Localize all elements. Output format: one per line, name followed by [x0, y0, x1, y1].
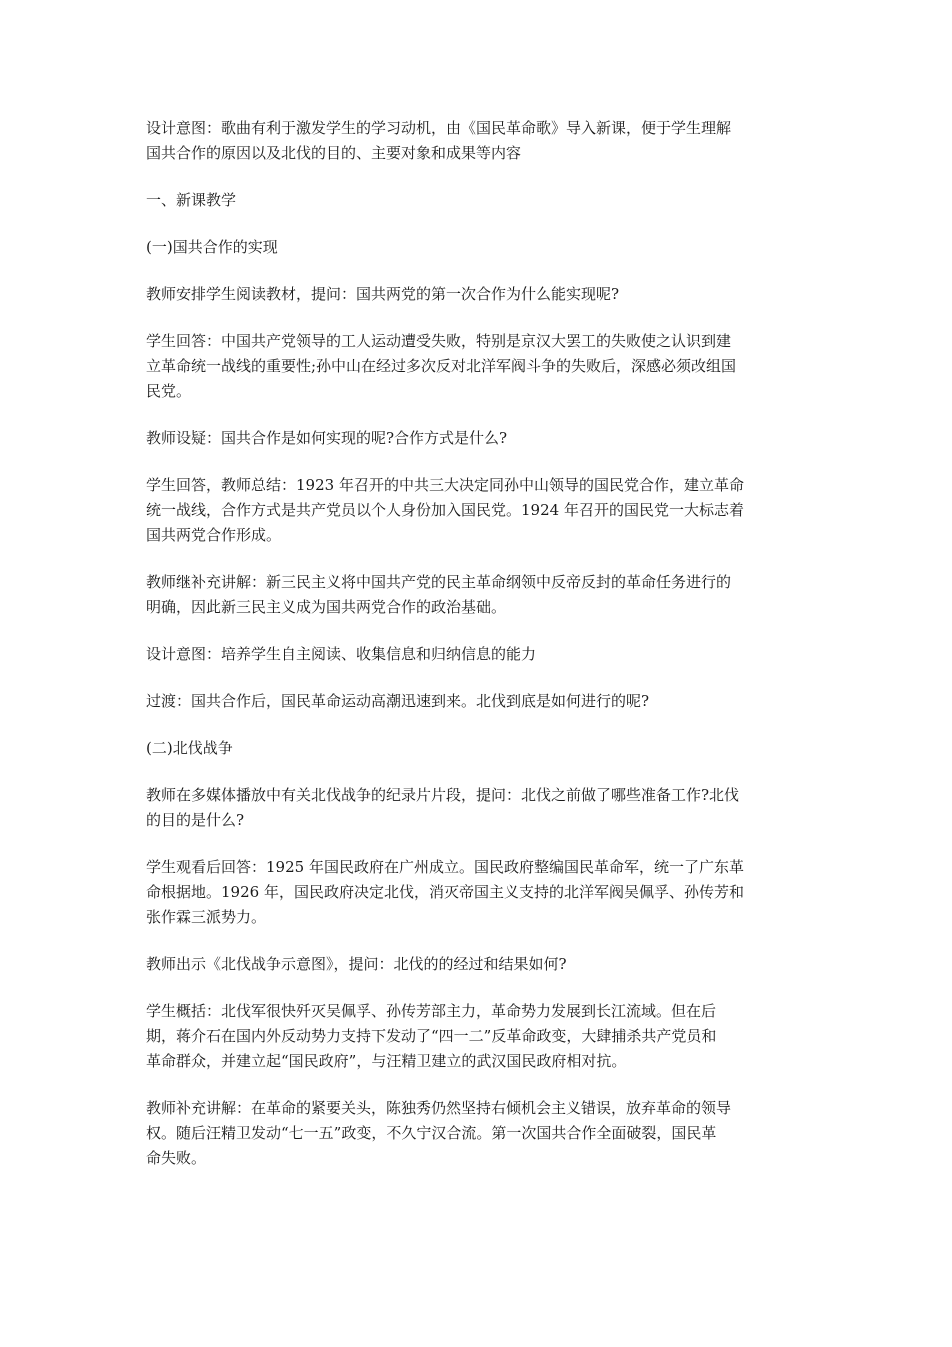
student-answer-paragraph: 学生观看后回答：1925 年国民政府在广州成立。国民政府整编国民革命军，统一了广东革 命根据地。1926 年，国民政府决定北伐，消灭帝国主义支持的北洋军阀吴佩孚、孙传芳和 张作霖三派势力。 — [146, 858, 744, 926]
student-answer-paragraph: 学生回答：中国共产党领导的工人运动遭受失败，特别是京汉大罢工的失败使之认识到建 立革命统一战线的重要性;孙中山在经过多次反对北洋军阀斗争的失败后，深感必须改组国 民党。 — [146, 332, 737, 400]
design-intent-paragraph: 设计意图：培养学生自主阅读、收集信息和归纳信息的能力 — [146, 645, 537, 663]
subsection-heading: (二)北伐战争 — [146, 739, 233, 757]
student-answer-paragraph: 学生回答，教师总结：1923 年召开的中共三大决定同孙中山领导的国民党合作，建立革命 统一战线，合作方式是共产党员以个人身份加入国民党。1924 年召开的国民党一大标志着 国共两党合作形成。 — [146, 476, 744, 544]
teacher-question-paragraph: 教师出示《北伐战争示意图》，提问：北伐的的经过和结果如何? — [146, 955, 567, 973]
subsection-heading: (一)国共合作的实现 — [146, 238, 278, 256]
design-intent-paragraph: 设计意图：歌曲有利于激发学生的学习动机，由《国民革命歌》导入新课，便于学生理解 国共合作的原因以及北伐的目的、主要对象和成果等内容 — [146, 119, 732, 162]
teacher-question-paragraph: 教师设疑：国共合作是如何实现的呢?合作方式是什么? — [146, 429, 508, 447]
teacher-explanation-paragraph: 教师补充讲解：在革命的紧要关头，陈独秀仍然坚持右倾机会主义错误，放弃革命的领导 权。随后汪精卫发动“七一五”政变，不久宁汉合流。第一次国共合作全面破裂，国民革 命失败。 — [146, 1099, 732, 1167]
student-summary-paragraph: 学生概括：北伐军很快歼灭吴佩孚、孙传芳部主力，革命势力发展到长江流域。但在后 期，蒋介石在国内外反动势力支持下发动了“四一二”反革命政变，大肆捕杀共产党员和 革命群众，并建立起“国民政府”，与汪精卫建立的武汉国民政府相对抗。 — [146, 1002, 717, 1070]
section-heading: 一、新课教学 — [146, 191, 237, 209]
document-body — [146, 116, 810, 1193]
teacher-explanation-paragraph: 教师继补充讲解：新三民主义将中国共产党的民主革命纲领中反帝反封的革命任务进行的 明确，因此新三民主义成为国共两党合作的政治基础。 — [146, 573, 732, 616]
teacher-question-paragraph: 教师安排学生阅读教材，提问：国共两党的第一次合作为什么能实现呢? — [146, 285, 620, 303]
teacher-question-paragraph: 教师在多媒体播放中有关北伐战争的纪录片片段，提问：北伐之前做了哪些准备工作?北伐 的目的是什么? — [146, 786, 740, 829]
transition-paragraph: 过渡：国共合作后，国民革命运动高潮迅速到来。北伐到底是如何进行的呢? — [146, 692, 650, 710]
